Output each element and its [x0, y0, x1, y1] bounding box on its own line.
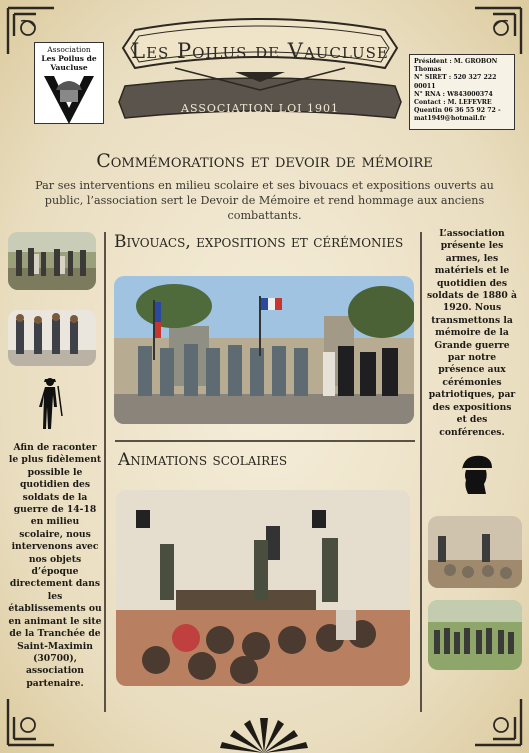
column-divider [104, 232, 106, 712]
corner-ornament [471, 6, 523, 58]
contact-box [409, 54, 515, 130]
title-banner [115, 10, 405, 120]
association-presentation-text: L’association présente les armes, les matériels et le quotidien des soldats de 1880 à 1920. Nous transmettons la mémoire de la Grande guerre par notre présence aux cérémonies patriotiques, par des expositions et des conférences. [427, 228, 517, 438]
sunburst-ornament-icon [214, 712, 314, 753]
main-heading: Commémorations et devoir de mémoire [96, 150, 433, 172]
photo-bivouac-crowd [8, 232, 96, 290]
soldier-silhouette-icon [36, 376, 66, 432]
corner-ornament [471, 695, 523, 747]
helmet-v-emblem-icon [40, 74, 98, 126]
logo-line-1: Association [47, 45, 91, 54]
photo-ceremony [114, 276, 414, 424]
photo-soldiers-uniforms [8, 310, 96, 366]
contact-line: mat1949@hotmail.fr [414, 115, 486, 123]
column-divider [420, 232, 422, 712]
photo-classroom-right [428, 516, 522, 588]
contact-line: N° RNA : W843000374 [414, 90, 493, 98]
contact-line: Contact : M. LEFEVRE [414, 99, 492, 107]
photo-group-outdoor [428, 600, 522, 670]
soldier-profile-silhouette-icon [458, 452, 494, 496]
contact-line: Thomas [414, 66, 442, 74]
association-logo [34, 42, 104, 124]
corner-ornament [6, 695, 58, 747]
section-divider [115, 440, 415, 442]
contact-line: N° SIRET : 520 327 222 [414, 74, 497, 82]
section-heading-animations: Animations scolaires [118, 450, 288, 470]
logo-line-2: Les Poilus de Vaucluse [41, 54, 97, 72]
photo-classroom [116, 490, 410, 686]
banner-subtitle: ASSOCIATION LOI 1901 [181, 102, 339, 115]
contact-line: Quentin 06 36 55 92 72 - [414, 107, 501, 115]
page-title: Les Poilus de Vaucluse [131, 39, 389, 63]
contact-line: Président : M. GROBON [414, 58, 498, 65]
contact-line: 00011 [414, 82, 436, 90]
section-heading-bivouacs: Bivouacs, expositions et cérémonies [114, 232, 404, 252]
school-activity-text: Afin de raconter le plus fidèlement possible le quotidien des soldats de la guerre de 14-18 en milieu scolaire, nous intervenons avec nos objets d’époque directement dans les établissements ou en animant le site de la Tranchée de Saint-Maximin (30700), association partenaire. [8, 442, 102, 689]
intro-text: Par ses interventions en milieu scolaire et ses bivouacs et expositions ouverts au public, l’association sert le Devoir de Mémoire et rend hommage aux anciens combattants. [35, 179, 494, 222]
